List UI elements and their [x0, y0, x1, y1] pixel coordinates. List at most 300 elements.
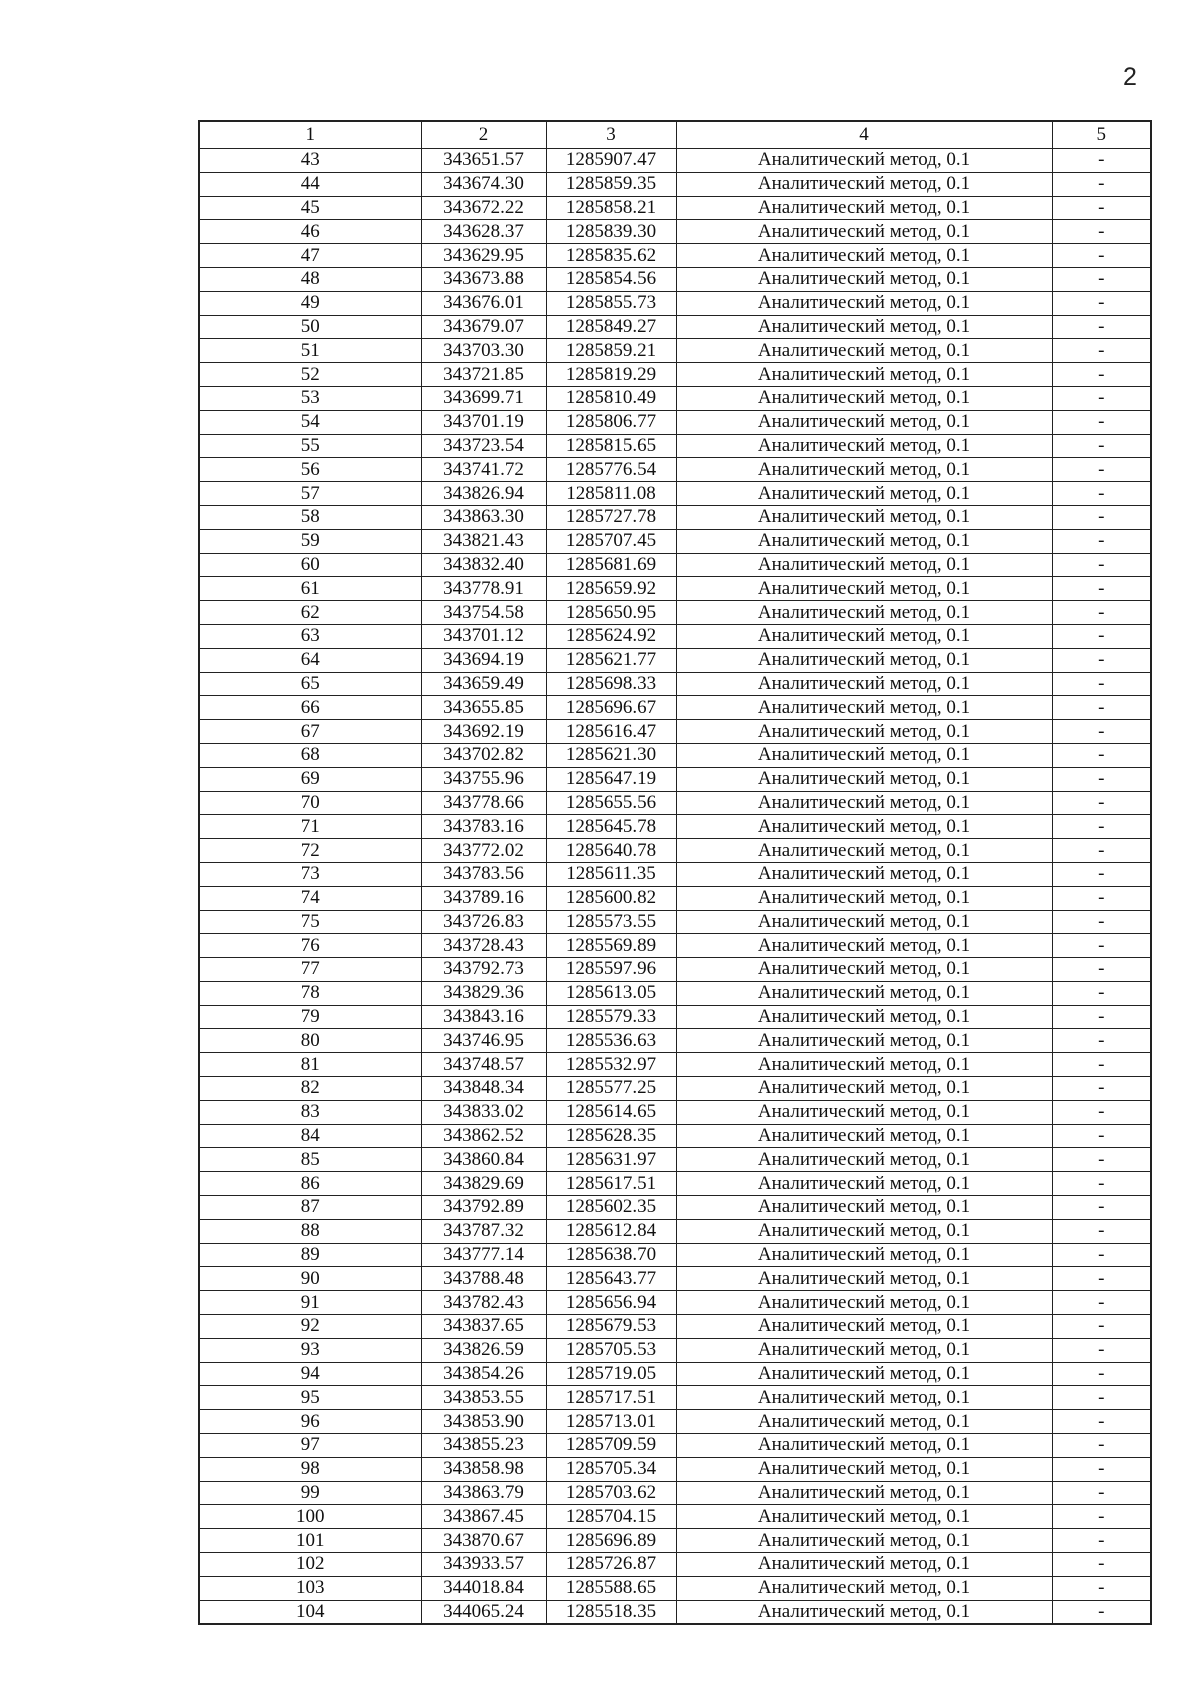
cell-point-number: 71 — [199, 815, 421, 839]
table-row — [199, 1362, 1151, 1386]
cell-description: - — [1052, 529, 1151, 553]
cell-y-coordinate: 1285569.89 — [546, 934, 676, 958]
table-row — [199, 1243, 1151, 1267]
cell-description: - — [1052, 720, 1151, 744]
cell-point-number: 45 — [199, 196, 421, 220]
cell-point-number: 56 — [199, 458, 421, 482]
cell-point-number: 57 — [199, 482, 421, 506]
header-y-coordinate: 3 — [546, 121, 676, 149]
table-row — [199, 434, 1151, 458]
cell-y-coordinate: 1285705.34 — [546, 1457, 676, 1481]
cell-method: Аналитический метод, 0.1 — [676, 220, 1052, 244]
cell-description: - — [1052, 624, 1151, 648]
cell-description: - — [1052, 1029, 1151, 1053]
cell-method: Аналитический метод, 0.1 — [676, 1553, 1052, 1577]
cell-x-coordinate: 343702.82 — [421, 743, 546, 767]
cell-description: - — [1052, 910, 1151, 934]
cell-x-coordinate: 343862.52 — [421, 1124, 546, 1148]
cell-method: Аналитический метод, 0.1 — [676, 1600, 1052, 1624]
cell-point-number: 91 — [199, 1291, 421, 1315]
cell-x-coordinate: 343676.01 — [421, 291, 546, 315]
cell-point-number: 63 — [199, 624, 421, 648]
cell-y-coordinate: 1285624.92 — [546, 624, 676, 648]
cell-point-number: 85 — [199, 1148, 421, 1172]
cell-method: Аналитический метод, 0.1 — [676, 1124, 1052, 1148]
table-row — [199, 1053, 1151, 1077]
cell-method: Аналитический метод, 0.1 — [676, 696, 1052, 720]
cell-x-coordinate: 343833.02 — [421, 1100, 546, 1124]
cell-description: - — [1052, 267, 1151, 291]
cell-y-coordinate: 1285819.29 — [546, 363, 676, 387]
cell-description: - — [1052, 696, 1151, 720]
cell-point-number: 48 — [199, 267, 421, 291]
cell-point-number: 73 — [199, 862, 421, 886]
cell-method: Аналитический метод, 0.1 — [676, 910, 1052, 934]
cell-y-coordinate: 1285579.33 — [546, 1005, 676, 1029]
cell-y-coordinate: 1285613.05 — [546, 981, 676, 1005]
cell-method: Аналитический метод, 0.1 — [676, 1434, 1052, 1458]
cell-y-coordinate: 1285776.54 — [546, 458, 676, 482]
cell-method: Аналитический метод, 0.1 — [676, 1196, 1052, 1220]
cell-method: Аналитический метод, 0.1 — [676, 553, 1052, 577]
cell-y-coordinate: 1285536.63 — [546, 1029, 676, 1053]
cell-x-coordinate: 344065.24 — [421, 1600, 546, 1624]
cell-y-coordinate: 1285709.59 — [546, 1434, 676, 1458]
cell-description: - — [1052, 1600, 1151, 1624]
page-number: 2 — [1123, 63, 1137, 91]
table-row — [199, 672, 1151, 696]
cell-method: Аналитический метод, 0.1 — [676, 505, 1052, 529]
cell-point-number: 49 — [199, 291, 421, 315]
cell-description: - — [1052, 1505, 1151, 1529]
cell-y-coordinate: 1285645.78 — [546, 815, 676, 839]
cell-y-coordinate: 1285532.97 — [546, 1053, 676, 1077]
cell-method: Аналитический метод, 0.1 — [676, 339, 1052, 363]
cell-method: Аналитический метод, 0.1 — [676, 1219, 1052, 1243]
cell-description: - — [1052, 386, 1151, 410]
cell-x-coordinate: 343860.84 — [421, 1148, 546, 1172]
cell-point-number: 67 — [199, 720, 421, 744]
cell-y-coordinate: 1285717.51 — [546, 1386, 676, 1410]
table-row — [199, 934, 1151, 958]
cell-method: Аналитический метод, 0.1 — [676, 1100, 1052, 1124]
cell-method: Аналитический метод, 0.1 — [676, 839, 1052, 863]
table-row — [199, 1196, 1151, 1220]
cell-point-number: 92 — [199, 1315, 421, 1339]
cell-description: - — [1052, 1196, 1151, 1220]
cell-x-coordinate: 343629.95 — [421, 244, 546, 268]
table-row — [199, 1410, 1151, 1434]
cell-x-coordinate: 343754.58 — [421, 601, 546, 625]
cell-method: Аналитический метод, 0.1 — [676, 1338, 1052, 1362]
table-row — [199, 149, 1151, 173]
cell-x-coordinate: 343703.30 — [421, 339, 546, 363]
cell-point-number: 80 — [199, 1029, 421, 1053]
cell-description: - — [1052, 886, 1151, 910]
table-row — [199, 624, 1151, 648]
cell-x-coordinate: 343829.36 — [421, 981, 546, 1005]
table-row — [199, 339, 1151, 363]
cell-y-coordinate: 1285588.65 — [546, 1576, 676, 1600]
cell-method: Аналитический метод, 0.1 — [676, 624, 1052, 648]
table-row — [199, 862, 1151, 886]
table-row — [199, 1553, 1151, 1577]
cell-method: Аналитический метод, 0.1 — [676, 244, 1052, 268]
cell-description: - — [1052, 1291, 1151, 1315]
cell-x-coordinate: 343672.22 — [421, 196, 546, 220]
cell-y-coordinate: 1285602.35 — [546, 1196, 676, 1220]
cell-point-number: 104 — [199, 1600, 421, 1624]
cell-y-coordinate: 1285611.35 — [546, 862, 676, 886]
table-row — [199, 172, 1151, 196]
cell-description: - — [1052, 1124, 1151, 1148]
cell-x-coordinate: 343783.16 — [421, 815, 546, 839]
cell-y-coordinate: 1285681.69 — [546, 553, 676, 577]
table-row — [199, 1172, 1151, 1196]
cell-description: - — [1052, 1100, 1151, 1124]
cell-method: Аналитический метод, 0.1 — [676, 934, 1052, 958]
cell-y-coordinate: 1285858.21 — [546, 196, 676, 220]
cell-method: Аналитический метод, 0.1 — [676, 196, 1052, 220]
cell-x-coordinate: 343787.32 — [421, 1219, 546, 1243]
cell-y-coordinate: 1285907.47 — [546, 149, 676, 173]
cell-y-coordinate: 1285614.65 — [546, 1100, 676, 1124]
cell-x-coordinate: 343829.69 — [421, 1172, 546, 1196]
cell-y-coordinate: 1285855.73 — [546, 291, 676, 315]
table-row — [199, 267, 1151, 291]
table-row — [199, 791, 1151, 815]
cell-point-number: 54 — [199, 410, 421, 434]
cell-method: Аналитический метод, 0.1 — [676, 291, 1052, 315]
cell-x-coordinate: 343867.45 — [421, 1505, 546, 1529]
cell-point-number: 78 — [199, 981, 421, 1005]
cell-y-coordinate: 1285849.27 — [546, 315, 676, 339]
cell-method: Аналитический метод, 0.1 — [676, 386, 1052, 410]
cell-y-coordinate: 1285726.87 — [546, 1553, 676, 1577]
cell-point-number: 44 — [199, 172, 421, 196]
table-row — [199, 1529, 1151, 1553]
table-row — [199, 244, 1151, 268]
cell-method: Аналитический метод, 0.1 — [676, 1172, 1052, 1196]
cell-x-coordinate: 343853.55 — [421, 1386, 546, 1410]
table-row — [199, 1291, 1151, 1315]
cell-point-number: 68 — [199, 743, 421, 767]
cell-y-coordinate: 1285631.97 — [546, 1148, 676, 1172]
cell-method: Аналитический метод, 0.1 — [676, 410, 1052, 434]
cell-x-coordinate: 343837.65 — [421, 1315, 546, 1339]
cell-description: - — [1052, 1243, 1151, 1267]
cell-description: - — [1052, 1457, 1151, 1481]
cell-y-coordinate: 1285859.21 — [546, 339, 676, 363]
cell-description: - — [1052, 815, 1151, 839]
table-row — [199, 910, 1151, 934]
table-row — [199, 696, 1151, 720]
cell-description: - — [1052, 981, 1151, 1005]
cell-point-number: 58 — [199, 505, 421, 529]
cell-y-coordinate: 1285696.89 — [546, 1529, 676, 1553]
cell-y-coordinate: 1285518.35 — [546, 1600, 676, 1624]
table-row — [199, 1338, 1151, 1362]
table-row — [199, 1267, 1151, 1291]
cell-description: - — [1052, 1219, 1151, 1243]
cell-y-coordinate: 1285810.49 — [546, 386, 676, 410]
table-row — [199, 482, 1151, 506]
cell-description: - — [1052, 1172, 1151, 1196]
table-row — [199, 720, 1151, 744]
cell-description: - — [1052, 315, 1151, 339]
cell-x-coordinate: 343863.79 — [421, 1481, 546, 1505]
cell-point-number: 102 — [199, 1553, 421, 1577]
header-method: 4 — [676, 121, 1052, 149]
cell-point-number: 81 — [199, 1053, 421, 1077]
cell-point-number: 47 — [199, 244, 421, 268]
cell-y-coordinate: 1285597.96 — [546, 958, 676, 982]
cell-method: Аналитический метод, 0.1 — [676, 981, 1052, 1005]
cell-x-coordinate: 343783.56 — [421, 862, 546, 886]
cell-x-coordinate: 343854.26 — [421, 1362, 546, 1386]
cell-x-coordinate: 343832.40 — [421, 553, 546, 577]
cell-x-coordinate: 343870.67 — [421, 1529, 546, 1553]
cell-description: - — [1052, 577, 1151, 601]
cell-x-coordinate: 343701.12 — [421, 624, 546, 648]
cell-method: Аналитический метод, 0.1 — [676, 1529, 1052, 1553]
cell-method: Аналитический метод, 0.1 — [676, 1243, 1052, 1267]
cell-y-coordinate: 1285638.70 — [546, 1243, 676, 1267]
cell-point-number: 101 — [199, 1529, 421, 1553]
cell-method: Аналитический метод, 0.1 — [676, 1029, 1052, 1053]
cell-method: Аналитический метод, 0.1 — [676, 648, 1052, 672]
table-row — [199, 1219, 1151, 1243]
table-row — [199, 196, 1151, 220]
cell-description: - — [1052, 1315, 1151, 1339]
cell-point-number: 87 — [199, 1196, 421, 1220]
cell-method: Аналитический метод, 0.1 — [676, 149, 1052, 173]
cell-point-number: 70 — [199, 791, 421, 815]
cell-description: - — [1052, 1434, 1151, 1458]
cell-method: Аналитический метод, 0.1 — [676, 1148, 1052, 1172]
cell-point-number: 65 — [199, 672, 421, 696]
cell-x-coordinate: 343723.54 — [421, 434, 546, 458]
table-row — [199, 1005, 1151, 1029]
table-row — [199, 601, 1151, 625]
table-row — [199, 1148, 1151, 1172]
cell-description: - — [1052, 1576, 1151, 1600]
cell-method: Аналитический метод, 0.1 — [676, 1457, 1052, 1481]
cell-description: - — [1052, 434, 1151, 458]
cell-point-number: 94 — [199, 1362, 421, 1386]
cell-description: - — [1052, 482, 1151, 506]
cell-description: - — [1052, 672, 1151, 696]
cell-y-coordinate: 1285573.55 — [546, 910, 676, 934]
table-row — [199, 315, 1151, 339]
cell-point-number: 82 — [199, 1077, 421, 1101]
cell-y-coordinate: 1285707.45 — [546, 529, 676, 553]
cell-description: - — [1052, 1005, 1151, 1029]
cell-x-coordinate: 343933.57 — [421, 1553, 546, 1577]
cell-x-coordinate: 343821.43 — [421, 529, 546, 553]
table-body — [199, 149, 1151, 1625]
cell-point-number: 74 — [199, 886, 421, 910]
cell-method: Аналитический метод, 0.1 — [676, 958, 1052, 982]
cell-point-number: 53 — [199, 386, 421, 410]
cell-y-coordinate: 1285659.92 — [546, 577, 676, 601]
cell-y-coordinate: 1285612.84 — [546, 1219, 676, 1243]
cell-y-coordinate: 1285727.78 — [546, 505, 676, 529]
cell-x-coordinate: 343741.72 — [421, 458, 546, 482]
cell-x-coordinate: 343679.07 — [421, 315, 546, 339]
cell-point-number: 77 — [199, 958, 421, 982]
table-row — [199, 291, 1151, 315]
cell-x-coordinate: 343673.88 — [421, 267, 546, 291]
cell-method: Аналитический метод, 0.1 — [676, 529, 1052, 553]
cell-point-number: 52 — [199, 363, 421, 387]
cell-x-coordinate: 343792.73 — [421, 958, 546, 982]
cell-description: - — [1052, 196, 1151, 220]
table-row — [199, 505, 1151, 529]
cell-description: - — [1052, 839, 1151, 863]
table-row — [199, 1600, 1151, 1624]
cell-x-coordinate: 343694.19 — [421, 648, 546, 672]
header-point-number: 1 — [199, 121, 421, 149]
cell-y-coordinate: 1285811.08 — [546, 482, 676, 506]
cell-method: Аналитический метод, 0.1 — [676, 482, 1052, 506]
cell-y-coordinate: 1285617.51 — [546, 1172, 676, 1196]
cell-description: - — [1052, 743, 1151, 767]
table-row — [199, 886, 1151, 910]
cell-x-coordinate: 343777.14 — [421, 1243, 546, 1267]
cell-method: Аналитический метод, 0.1 — [676, 1505, 1052, 1529]
cell-x-coordinate: 343699.71 — [421, 386, 546, 410]
cell-description: - — [1052, 1362, 1151, 1386]
cell-y-coordinate: 1285600.82 — [546, 886, 676, 910]
cell-description: - — [1052, 934, 1151, 958]
cell-point-number: 69 — [199, 767, 421, 791]
table-row — [199, 1124, 1151, 1148]
cell-x-coordinate: 343789.16 — [421, 886, 546, 910]
cell-x-coordinate: 343628.37 — [421, 220, 546, 244]
table-row — [199, 1386, 1151, 1410]
cell-x-coordinate: 343701.19 — [421, 410, 546, 434]
cell-y-coordinate: 1285696.67 — [546, 696, 676, 720]
cell-y-coordinate: 1285835.62 — [546, 244, 676, 268]
cell-x-coordinate: 343772.02 — [421, 839, 546, 863]
table-row — [199, 386, 1151, 410]
cell-x-coordinate: 343863.30 — [421, 505, 546, 529]
cell-point-number: 76 — [199, 934, 421, 958]
cell-point-number: 99 — [199, 1481, 421, 1505]
cell-y-coordinate: 1285719.05 — [546, 1362, 676, 1386]
cell-method: Аналитический метод, 0.1 — [676, 672, 1052, 696]
cell-y-coordinate: 1285705.53 — [546, 1338, 676, 1362]
cell-x-coordinate: 343826.59 — [421, 1338, 546, 1362]
cell-method: Аналитический метод, 0.1 — [676, 1053, 1052, 1077]
cell-method: Аналитический метод, 0.1 — [676, 577, 1052, 601]
cell-x-coordinate: 343858.98 — [421, 1457, 546, 1481]
table-header — [199, 121, 1151, 149]
cell-x-coordinate: 343848.34 — [421, 1077, 546, 1101]
cell-method: Аналитический метод, 0.1 — [676, 1386, 1052, 1410]
cell-y-coordinate: 1285815.65 — [546, 434, 676, 458]
cell-x-coordinate: 343853.90 — [421, 1410, 546, 1434]
cell-point-number: 89 — [199, 1243, 421, 1267]
table-row — [199, 1457, 1151, 1481]
cell-y-coordinate: 1285713.01 — [546, 1410, 676, 1434]
cell-point-number: 97 — [199, 1434, 421, 1458]
cell-x-coordinate: 343748.57 — [421, 1053, 546, 1077]
cell-description: - — [1052, 172, 1151, 196]
cell-method: Аналитический метод, 0.1 — [676, 862, 1052, 886]
table-row — [199, 1481, 1151, 1505]
cell-method: Аналитический метод, 0.1 — [676, 1362, 1052, 1386]
cell-method: Аналитический метод, 0.1 — [676, 363, 1052, 387]
cell-description: - — [1052, 958, 1151, 982]
cell-x-coordinate: 343826.94 — [421, 482, 546, 506]
table-row — [199, 648, 1151, 672]
cell-x-coordinate: 343843.16 — [421, 1005, 546, 1029]
cell-y-coordinate: 1285839.30 — [546, 220, 676, 244]
cell-point-number: 83 — [199, 1100, 421, 1124]
cell-y-coordinate: 1285647.19 — [546, 767, 676, 791]
table-row — [199, 1505, 1151, 1529]
cell-x-coordinate: 343692.19 — [421, 720, 546, 744]
cell-description: - — [1052, 1529, 1151, 1553]
table-row — [199, 410, 1151, 434]
table-row — [199, 743, 1151, 767]
cell-method: Аналитический метод, 0.1 — [676, 267, 1052, 291]
cell-method: Аналитический метод, 0.1 — [676, 720, 1052, 744]
cell-y-coordinate: 1285643.77 — [546, 1267, 676, 1291]
cell-method: Аналитический метод, 0.1 — [676, 1315, 1052, 1339]
cell-description: - — [1052, 339, 1151, 363]
header-description: 5 — [1052, 121, 1151, 149]
cell-method: Аналитический метод, 0.1 — [676, 601, 1052, 625]
table-row — [199, 1315, 1151, 1339]
cell-point-number: 66 — [199, 696, 421, 720]
table-row — [199, 1077, 1151, 1101]
cell-x-coordinate: 343651.57 — [421, 149, 546, 173]
cell-x-coordinate: 344018.84 — [421, 1576, 546, 1600]
table-row — [199, 1576, 1151, 1600]
cell-description: - — [1052, 244, 1151, 268]
cell-description: - — [1052, 1053, 1151, 1077]
cell-point-number: 62 — [199, 601, 421, 625]
cell-point-number: 64 — [199, 648, 421, 672]
cell-point-number: 51 — [199, 339, 421, 363]
cell-y-coordinate: 1285806.77 — [546, 410, 676, 434]
cell-method: Аналитический метод, 0.1 — [676, 815, 1052, 839]
cell-method: Аналитический метод, 0.1 — [676, 1410, 1052, 1434]
cell-point-number: 103 — [199, 1576, 421, 1600]
cell-y-coordinate: 1285679.53 — [546, 1315, 676, 1339]
cell-point-number: 84 — [199, 1124, 421, 1148]
cell-method: Аналитический метод, 0.1 — [676, 458, 1052, 482]
cell-description: - — [1052, 601, 1151, 625]
cell-x-coordinate: 343778.91 — [421, 577, 546, 601]
cell-point-number: 60 — [199, 553, 421, 577]
cell-x-coordinate: 343721.85 — [421, 363, 546, 387]
cell-point-number: 46 — [199, 220, 421, 244]
cell-description: - — [1052, 862, 1151, 886]
cell-y-coordinate: 1285650.95 — [546, 601, 676, 625]
cell-description: - — [1052, 458, 1151, 482]
table-row — [199, 958, 1151, 982]
cell-method: Аналитический метод, 0.1 — [676, 886, 1052, 910]
table-row — [199, 767, 1151, 791]
cell-description: - — [1052, 220, 1151, 244]
cell-point-number: 59 — [199, 529, 421, 553]
cell-description: - — [1052, 291, 1151, 315]
cell-x-coordinate: 343746.95 — [421, 1029, 546, 1053]
